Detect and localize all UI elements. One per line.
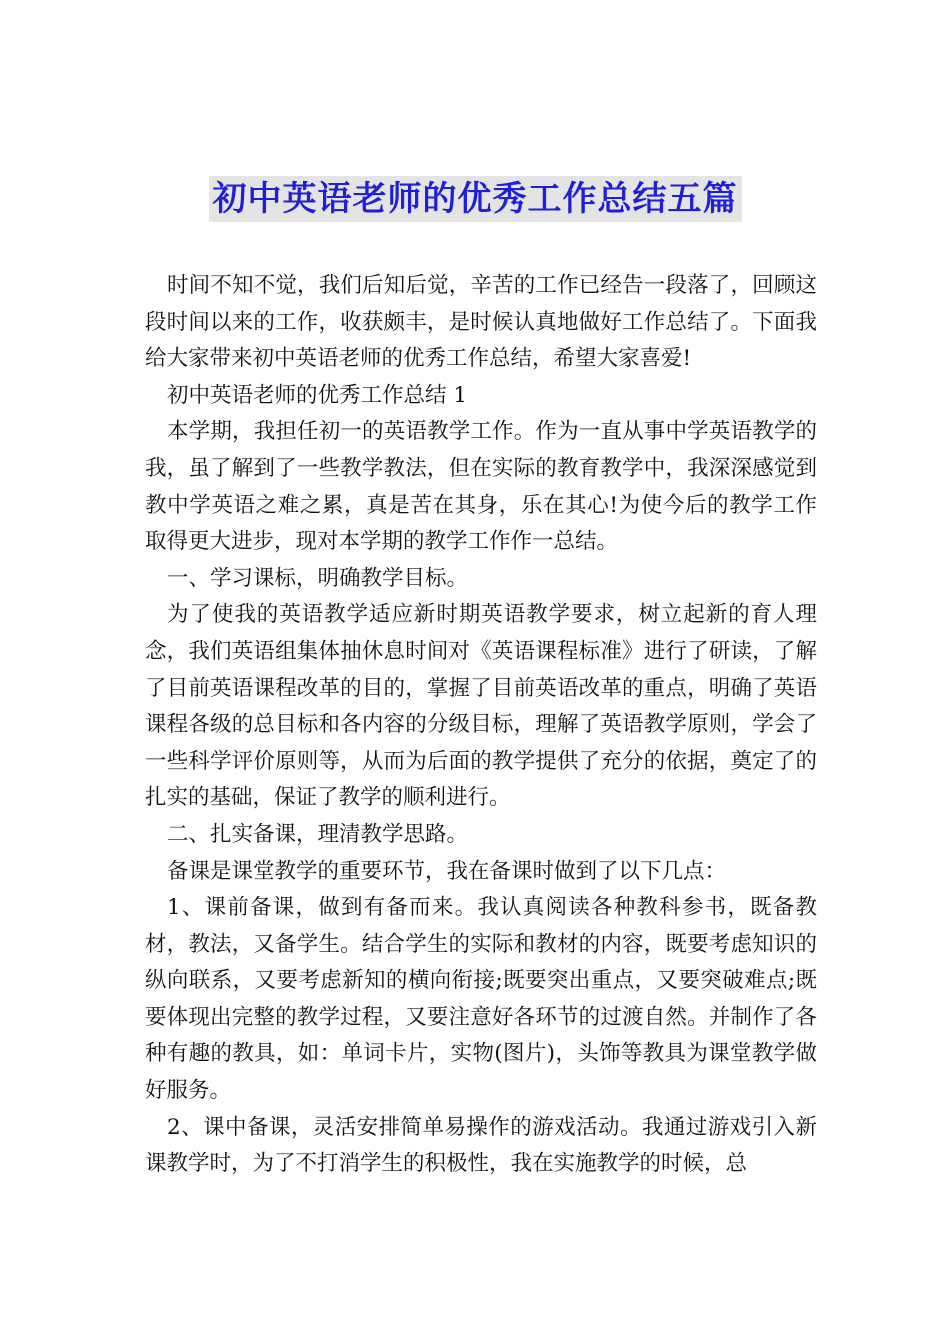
document-body [145,268,817,1183]
body-paragraph: 备课是课堂教学的重要环节，我在备课时做到了以下几点： [167,858,727,884]
body-paragraph: 为了使我的英语教学适应新时期英语教学要求，树立起新的育人理念，我们英语组集体抽休息时间对《英语课程标准》进行了研读，了解了目前英语课程改革的目的，掌握了目前英语改革的重点，明确了英语课程各级的总目标和各内容的分级目标，理解了英语教学原则，学会了一些科学评价原则等，从而为后面的教学提供了充分的依据，奠定了的扎实的基础，保证了教学的顺利进行。 [145,602,817,811]
intro-paragraph: 时间不知不觉，我们后知后觉，辛苦的工作已经告一段落了，回顾这段时间以来的工作，收获颇丰，是时候认真地做好工作总结了。下面我给大家带来初中英语老师的优秀工作总结，希望大家喜爱! [145,273,817,372]
document-title: 初中英语老师的优秀工作总结五篇 [209,176,742,222]
section-title-1: 初中英语老师的优秀工作总结 1 [167,382,468,408]
body-paragraph: 2、课中备课，灵活安排简单易操作的游戏活动。我通过游戏引入新课教学时，为了不打消学生的积极性，我在实施教学的时候，总 [145,1114,817,1177]
subheading-2: 二、扎实备课，理清教学思路。 [167,821,469,847]
title-container [0,176,950,222]
subheading-1: 一、学习课标，明确教学目标。 [167,565,469,591]
body-paragraph: 本学期，我担任初一的英语教学工作。作为一直从事中学英语教学的我，虽了解到了一些教学教法，但在实际的教育教学中，我深深感觉到教中学英语之难之累，真是苦在其身，乐在其心!为使今后的教学工作取得更大进步，现对本学期的教学工作作一总结。 [145,419,817,555]
body-paragraph: 1、课前备课，做到有备而来。我认真阅读各种教科参书，既备教材，教法，又备学生。结合学生的实际和教材的内容，既要考虑知识的纵向联系，又要考虑新知的横向衔接;既要突出重点，又要突破难点;既要体现出完整的教学过程，又要注意好各环节的过渡自然。并制作了各种有趣的教具，如：单词卡片，实物(图片)，头饰等教具为课堂教学做好服务。 [145,895,817,1104]
